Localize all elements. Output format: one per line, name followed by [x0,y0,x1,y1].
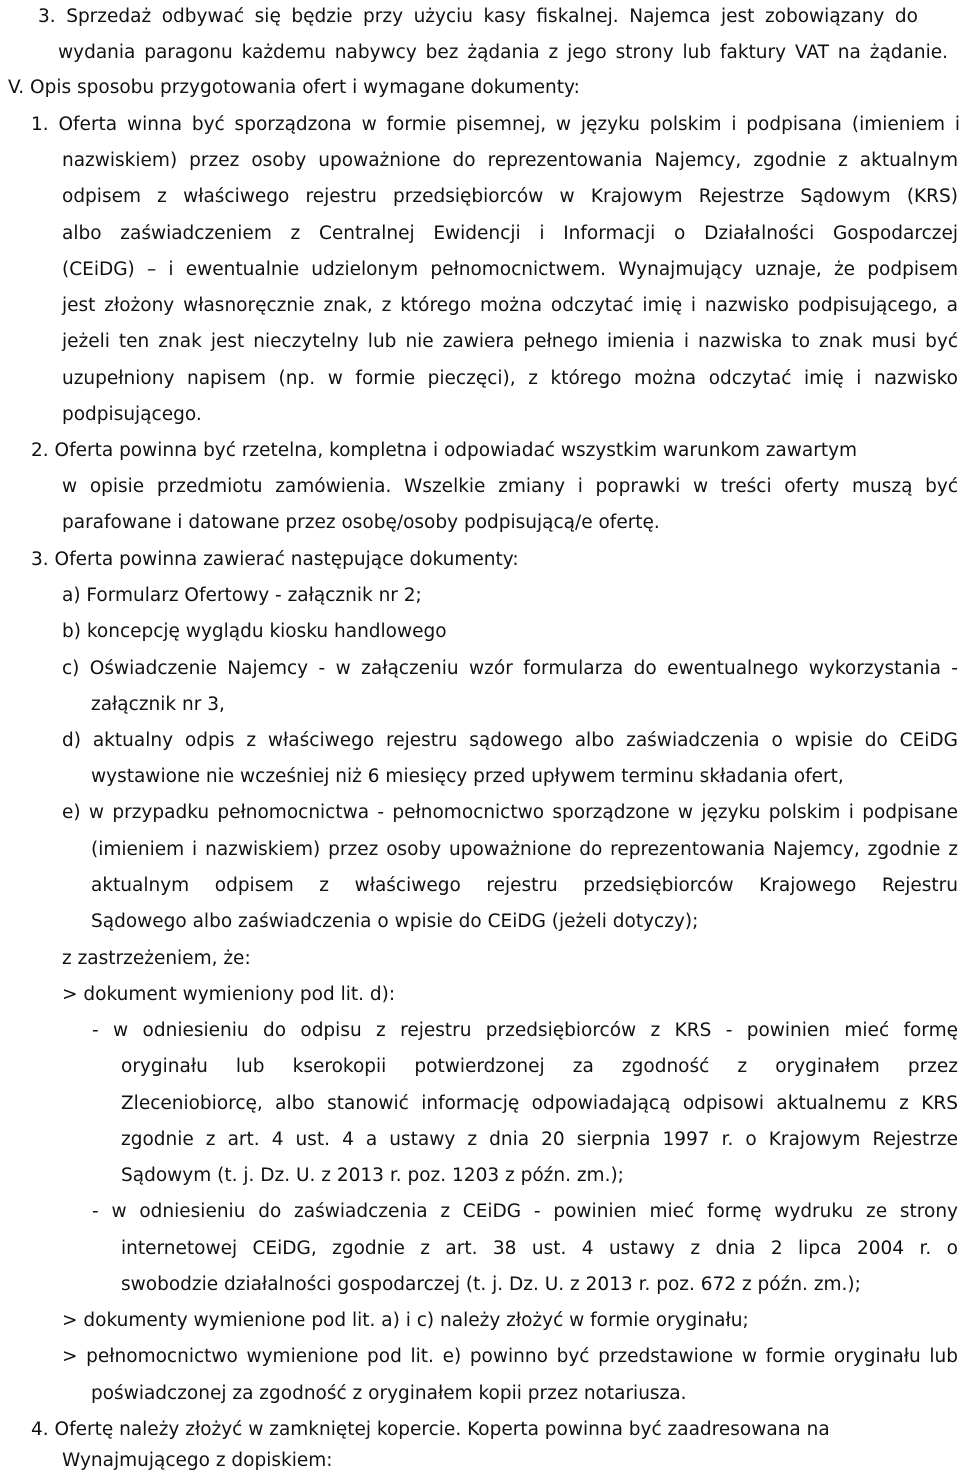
text-line: 2. Oferta powinna być rzetelna, kompletna i odpowiadać wszystkim warunkom zawartym [31,440,858,461]
text-line: z zastrzeżeniem, że: [62,948,251,969]
text-line: Sądowego albo zaświadczenia o wpisie do CEiDG (jeżeli dotyczy); [91,911,699,932]
text-line: poświadczonej za zgodność z oryginałem kopii przez notariusza. [91,1383,687,1404]
text-line: Sądowym (t. j. Dz. U. z 2013 r. poz. 1203 z późn. zm.); [121,1165,624,1186]
text-line: załącznik nr 3, [91,694,225,715]
section-heading: V. Opis sposobu przygotowania ofert i wymagane dokumenty: [8,77,580,98]
text-line: jest złożony własnoręcznie znak, z którego można odczytać imię i nazwisko podpisującego, a [62,295,958,316]
text-line: albo zaświadczeniem z Centralnej Ewidencji i Informacji o Działalności Gospodarczej [62,223,958,244]
text-line: 3. Oferta powinna zawierać następujące dokumenty: [31,549,519,570]
text-line: (CEiDG) – i ewentualnie udzielonym pełnomocnictwem. Wynajmujący uznaje, że podpisem [62,259,958,280]
list-item: > dokumenty wymienione pod lit. a) i c) należy złożyć w formie oryginału; [62,1310,749,1331]
text-line: Zleceniobiorcę, albo stanowić informację odpowiadającą odpisowi aktualnemu z KRS [121,1093,958,1114]
text-line: Wynajmującego z dopiskiem: [62,1450,333,1471]
text-line: jeżeli ten znak jest nieczytelny lub nie zawiera pełnego imienia i nazwiska to znak musi być [62,331,958,352]
list-item: - w odniesieniu do odpisu z rejestru przedsiębiorców z KRS - powinien mieć formę [92,1020,958,1041]
list-item: d) aktualny odpis z właściwego rejestru sądowego albo zaświadczenia o wpisie do CEiDG [62,730,958,751]
text-line: podpisującego. [62,404,202,425]
text-line: internetowej CEiDG, zgodnie z art. 38 ust. 4 ustawy z dnia 2 lipca 2004 r. o [121,1238,958,1259]
list-item: c) Oświadczenie Najemcy - w załączeniu wzór formularza do ewentualnego wykorzystania - [62,658,958,679]
text-line: wystawione nie wcześniej niż 6 miesięcy przed upływem terminu składania ofert, [91,766,844,787]
text-line: 1. Oferta winna być sporządzona w formie pisemnej, w języku polskim i podpisana (imieniem i [31,114,960,135]
text-line: parafowane i datowane przez osobę/osoby podpisującą/e ofertę. [62,512,660,533]
text-line: zgodnie z art. 4 ust. 4 a ustawy z dnia 20 sierpnia 1997 r. o Krajowym Rejestrze [121,1129,958,1150]
list-item: e) w przypadku pełnomocnictwa - pełnomocnictwo sporządzone w języku polskim i podpisane [62,802,958,823]
text-line: wydania paragonu każdemu nabywcy bez żądania z jego strony lub faktury VAT na żądanie. [58,42,948,63]
text-line: oryginału lub kserokopii potwierdzonej za zgodność z oryginałem przez [121,1056,958,1077]
list-item: a) Formularz Ofertowy - załącznik nr 2; [62,585,422,606]
list-item: > pełnomocnictwo wymienione pod lit. e) powinno być przedstawione w formie oryginału lub [62,1346,958,1367]
text-line: nazwiskiem) przez osoby upoważnione do reprezentowania Najemcy, zgodnie z aktualnym [62,150,958,171]
text-line: (imieniem i nazwiskiem) przez osoby upoważnione do reprezentowania Najemcy, zgodnie z [91,839,958,860]
list-item: - w odniesieniu do zaświadczenia z CEiDG - powinien mieć formę wydruku ze strony [92,1201,958,1222]
list-item: b) koncepcję wyglądu kiosku handlowego [62,621,447,642]
text-line: aktualnym odpisem z właściwego rejestru przedsiębiorców Krajowego Rejestru [91,875,958,896]
text-line: uzupełniony napisem (np. w formie pieczęci), z którego można odczytać imię i nazwisko [62,368,958,389]
text-line: w opisie przedmiotu zamówienia. Wszelkie zmiany i poprawki w treści oferty muszą być [62,476,958,497]
text-line: 3. Sprzedaż odbywać się będzie przy użyciu kasy fiskalnej. Najemca jest zobowiązany do [38,6,918,27]
list-item: > dokument wymieniony pod lit. d): [62,984,396,1005]
text-line: odpisem z właściwego rejestru przedsiębiorców w Krajowym Rejestrze Sądowym (KRS) [62,186,958,207]
text-line: 4. Ofertę należy złożyć w zamkniętej kopercie. Koperta powinna być zaadresowana na [31,1419,830,1440]
text-line: swobodzie działalności gospodarczej (t. j. Dz. U. z 2013 r. poz. 672 z późn. zm.); [121,1274,861,1295]
